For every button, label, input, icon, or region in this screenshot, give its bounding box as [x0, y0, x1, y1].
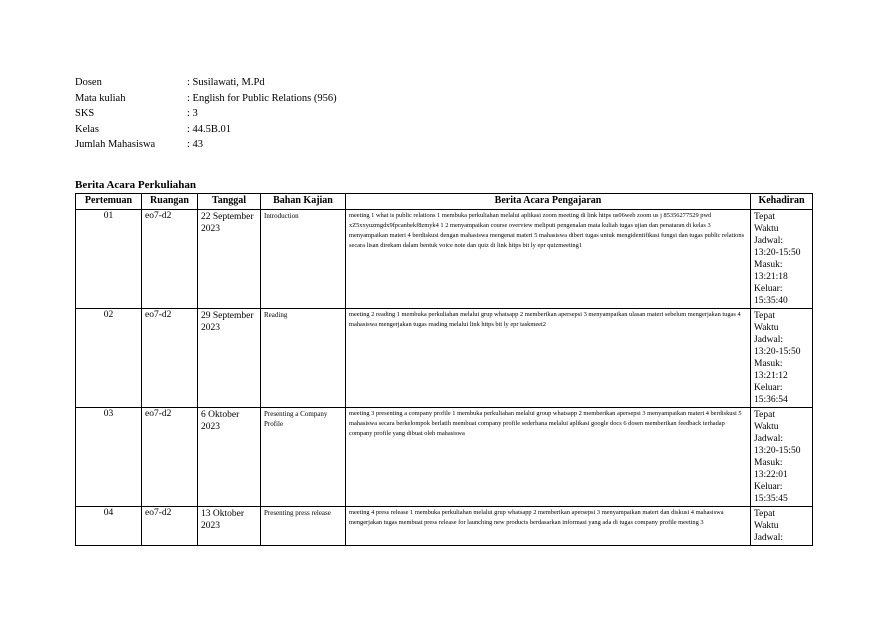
table-header-row [76, 194, 813, 210]
header-tanggal: Tanggal [198, 194, 261, 210]
info-value: : 3 [187, 108, 198, 119]
cell-kehadiran: Tepat Waktu Jadwal: 13:20-15:50 Masuk: 13:21:12 Keluar: 15:36:54 [751, 309, 813, 408]
info-value: : 44.5B.01 [187, 123, 232, 135]
cell-tanggal: 29 September 2023 [198, 309, 261, 408]
cell-tanggal: 13 Oktober 2023 [198, 507, 261, 546]
cell-ruangan: eo7-d2 [142, 507, 198, 546]
info-value: : Susilawati, M.Pd [187, 77, 265, 88]
info-row-mata-kuliah [75, 91, 337, 107]
info-row-dosen [75, 75, 337, 91]
cell-bahan-kajian: Presenting press release [261, 507, 346, 546]
berita-acara-table [75, 193, 813, 546]
cell-tanggal: 22 September 2023 [198, 210, 261, 309]
cell-berita-acara: meeting 2 reading 1 membuka perkuliahan melalui grup whatsapp 2 memberikan apersepsi 3 menyampaikan ulasan materi sebelum mengerjakan tugas 4 mahasiswa mengerjakan tugas reading melalui link https bit ly epr taskmeet2 [346, 309, 751, 408]
header-kehadiran: Kehadiran [751, 194, 813, 210]
table-row [76, 408, 813, 507]
cell-pertemuan: 01 [76, 210, 142, 309]
cell-berita-acara: meeting 4 press release 1 membuka perkuliahan melalui grup whatsapp 2 memberikan apersepsi 3 menyampaikan materi dan diskusi 4 mahasiswa mengerjakan tugas membuat press release for launching new products berdasarkan informasi yang ada di tugas company profile meeting 3 [346, 507, 751, 546]
cell-bahan-kajian: Presenting a Company Profile [261, 408, 346, 507]
info-row-kelas [75, 122, 337, 138]
header-bahan-kajian: Bahan Kajian [261, 194, 346, 210]
info-label: Mata kuliah [75, 92, 126, 104]
cell-bahan-kajian: Reading [261, 309, 346, 408]
cell-kehadiran: Tepat Waktu Jadwal: 13:20-15:50 Masuk: 13:22:01 Keluar: 15:35:45 [751, 408, 813, 507]
cell-kehadiran: Tepat Waktu Jadwal: [751, 507, 813, 546]
table-row [76, 507, 813, 546]
cell-kehadiran: Tepat Waktu Jadwal: 13:20-15:50 Masuk: 13:21:18 Keluar: 15:35:40 [751, 210, 813, 309]
cell-ruangan: eo7-d2 [142, 408, 198, 507]
cell-bahan-kajian: Introduction [261, 210, 346, 309]
info-value: : English for Public Relations (956) [187, 92, 337, 104]
cell-pertemuan: 03 [76, 408, 142, 507]
info-label: Jumlah Mahasiswa [75, 139, 156, 150]
cell-berita-acara: meeting 1 what is public relations 1 membuka perkuliahan melalui aplikasi zoom meeting di link https us06web zoom us j 85356277529 pwd xZ5xxyuzmgdx9fpcanbekf8zmyk4 1 2 menyampaikan course overview meliputi pengenalan mata kuliah tugas ujian dan penataran di kelas 3 menyampaikan materi 4 berdiskusi dengan mahasiswa mengenai materi 5 mahasiswa diberi tugas untuk mengidentifikasi fungsi dan tugas public relations secara lisan direkam dalam bentuk voice note dan quiz di link https bit ly epr quizmeeting1 [346, 210, 751, 309]
section-title: Berita Acara Perkuliahan [75, 179, 196, 191]
cell-ruangan: eo7-d2 [142, 210, 198, 309]
course-info [75, 75, 337, 153]
info-label: Dosen [75, 77, 102, 88]
info-label: SKS [75, 108, 95, 119]
info-value: : 43 [187, 139, 204, 150]
cell-tanggal: 6 Oktober 2023 [198, 408, 261, 507]
cell-pertemuan: 02 [76, 309, 142, 408]
header-berita-acara: Berita Acara Pengajaran [346, 194, 751, 210]
info-row-sks [75, 106, 337, 122]
header-ruangan: Ruangan [142, 194, 198, 210]
header-pertemuan: Pertemuan [76, 194, 142, 210]
info-label: Kelas [75, 123, 99, 135]
cell-berita-acara: meeting 3 presenting a company profile 1 membuka perkuliahan melalui group whatsapp 2 memberikan apersepsi 3 menyampaikan materi 4 berdiskusi 5 mahasiswa secara berkelompok berlatih membuat company profile sederhana melalui aplikasi google docs 6 dosen memberikan feedback terhadap company profile yang dibuat oleh mahasiswa [346, 408, 751, 507]
info-row-jumlah-mahasiswa [75, 137, 337, 153]
table-row [76, 210, 813, 309]
cell-pertemuan: 04 [76, 507, 142, 546]
cell-ruangan: eo7-d2 [142, 309, 198, 408]
table-row [76, 309, 813, 408]
